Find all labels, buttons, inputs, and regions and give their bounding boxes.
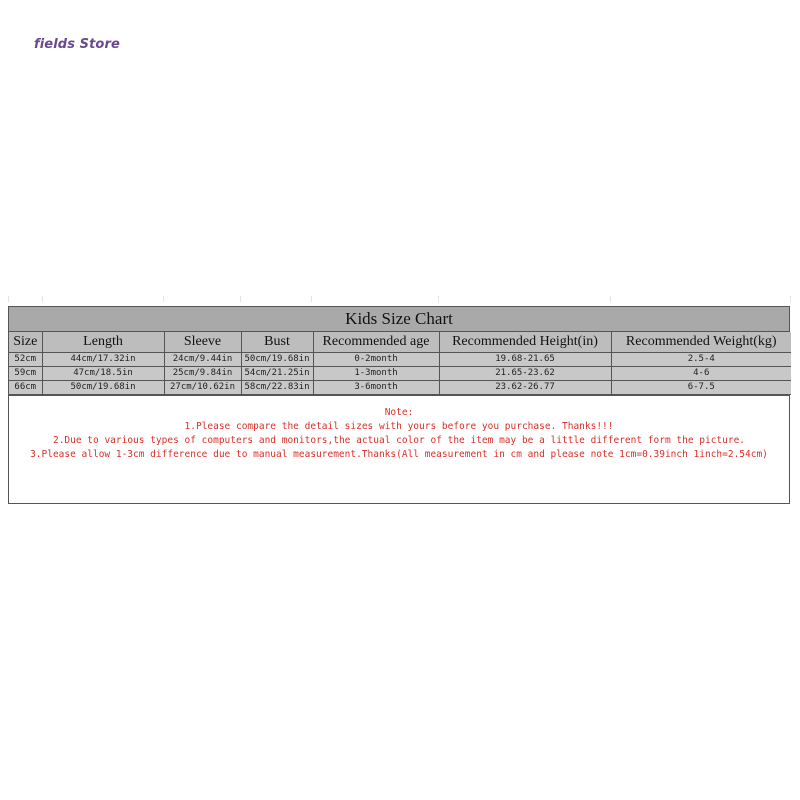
header-recommended-weight: Recommended Weight(kg): [611, 332, 791, 353]
note-title: Note:: [384, 407, 414, 418]
cell-age: 1-3month: [313, 367, 439, 381]
header-size: Size: [9, 332, 42, 353]
header-recommended-age: Recommended age: [313, 332, 439, 353]
store-name: fields Store: [34, 37, 120, 52]
table-header-row: [9, 332, 791, 353]
cell-bust: 54cm/21.25in: [241, 367, 313, 381]
cell-height: 21.65-23.62: [439, 367, 611, 381]
cell-bust: 58cm/22.83in: [241, 381, 313, 395]
header-length: Length: [42, 332, 164, 353]
cell-height: 19.68-21.65: [439, 353, 611, 367]
cell-weight: 2.5-4: [611, 353, 791, 367]
header-recommended-height: Recommended Height(in): [439, 332, 611, 353]
note-box: [9, 395, 789, 503]
cell-weight: 4-6: [611, 367, 791, 381]
header-bust: Bust: [241, 332, 313, 353]
size-table: [9, 332, 791, 395]
cell-size: 66cm: [9, 381, 42, 395]
cell-sleeve: 25cm/9.84in: [164, 367, 241, 381]
cell-height: 23.62-26.77: [439, 381, 611, 395]
cell-sleeve: 24cm/9.44in: [164, 353, 241, 367]
cell-weight: 6-7.5: [611, 381, 791, 395]
cell-sleeve: 27cm/10.62in: [164, 381, 241, 395]
cell-length: 44cm/17.32in: [42, 353, 164, 367]
cell-size: 59cm: [9, 367, 42, 381]
cell-length: 50cm/19.68in: [42, 381, 164, 395]
note-line-1: 1.Please compare the detail sizes with yours before you purchase. Thanks!!!: [184, 421, 614, 432]
cell-age: 3-6month: [313, 381, 439, 395]
cell-bust: 50cm/19.68in: [241, 353, 313, 367]
cell-age: 0-2month: [313, 353, 439, 367]
table-row: [9, 353, 791, 367]
size-chart-title: Kids Size Chart: [9, 307, 789, 332]
note-line-2: 2.Due to various types of computers and monitors,the actual color of the item may be a little different form the picture.: [52, 435, 746, 446]
table-row: [9, 381, 791, 395]
table-row: [9, 367, 791, 381]
cell-size: 52cm: [9, 353, 42, 367]
header-sleeve: Sleeve: [164, 332, 241, 353]
note-line-3: 3.Please allow 1-3cm difference due to manual measurement.Thanks(All measurement in cm and please note 1cm=0.39inch 1inch=2.54cm): [30, 449, 768, 460]
cell-length: 47cm/18.5in: [42, 367, 164, 381]
size-chart: [8, 306, 790, 504]
